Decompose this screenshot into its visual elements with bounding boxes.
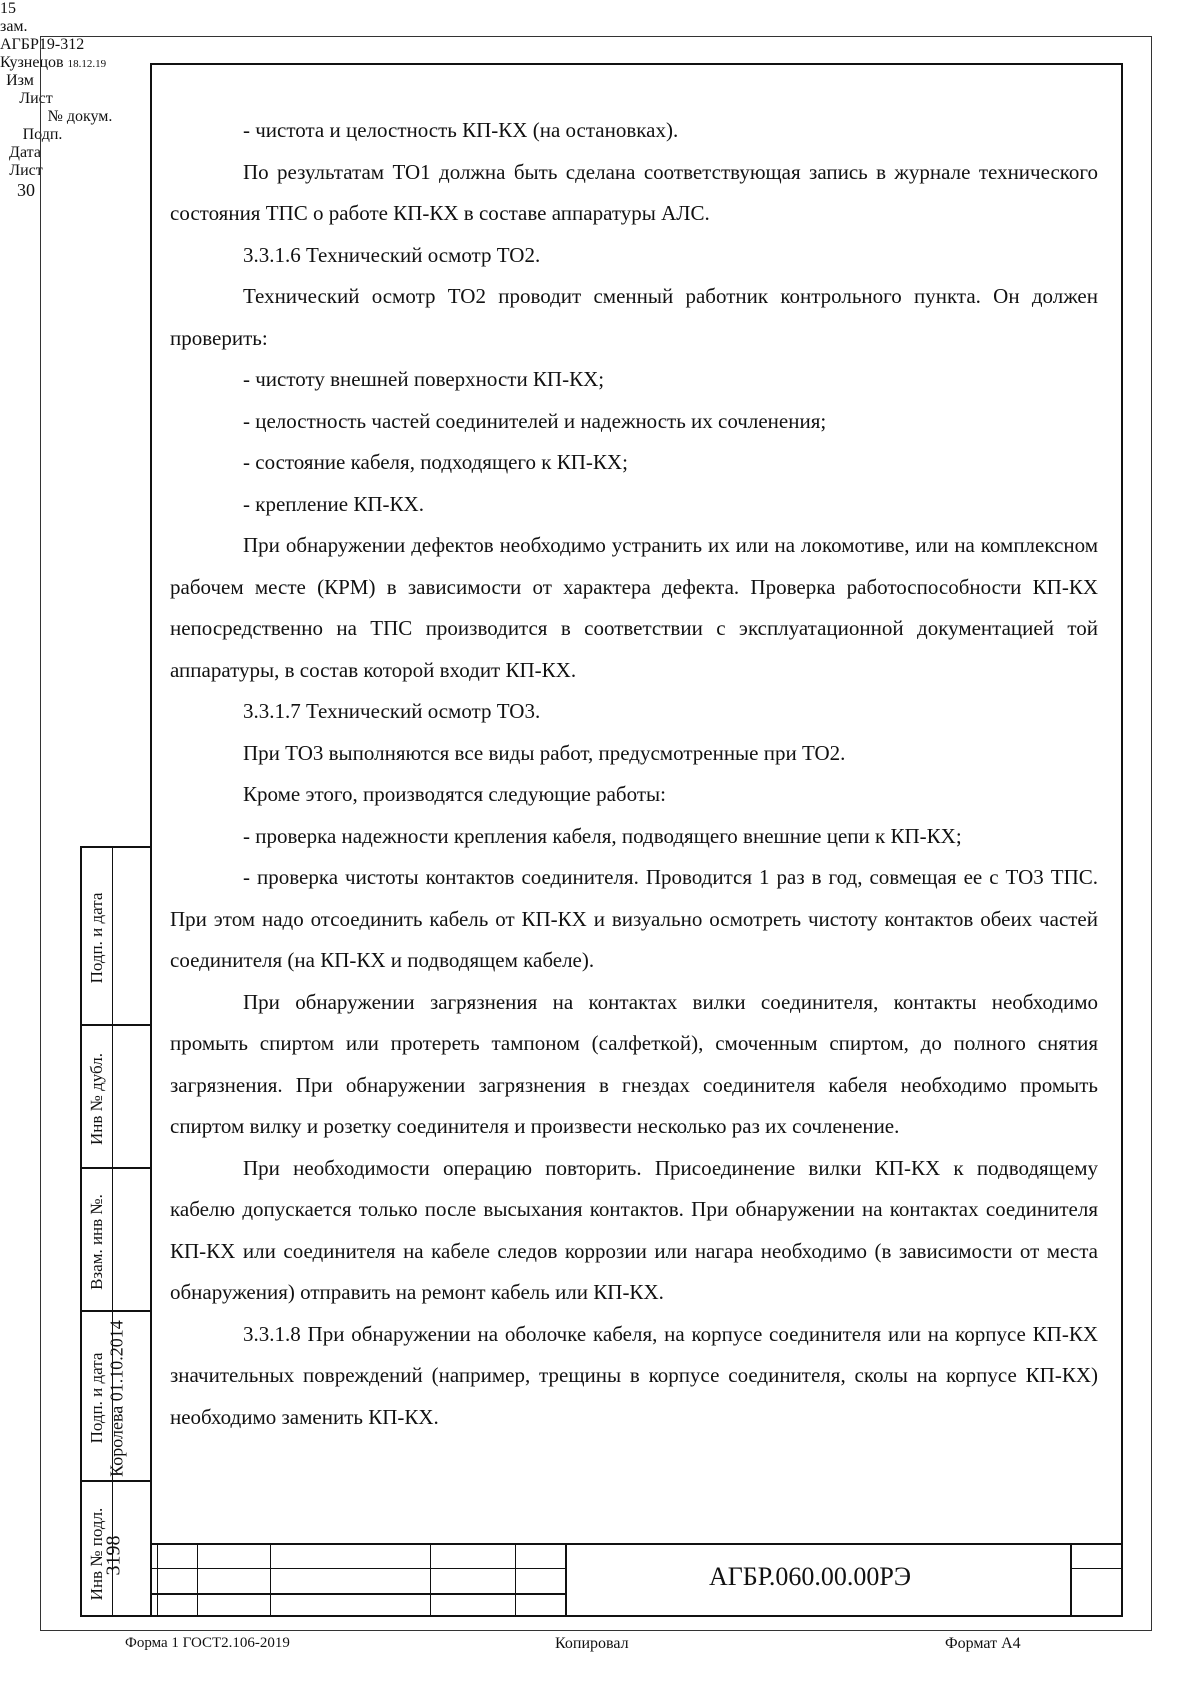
tb-v0 [157,1543,158,1617]
inv-number: 3198 [102,1535,125,1576]
tb-v1 [197,1543,198,1617]
change-doc-no: АГБР19-312 [0,36,85,53]
paragraph: - чистота и целостность КП-КХ (на остановках). [243,118,679,142]
paragraph: По результатам ТО1 должна быть сделана соответствующая запись в журнале технического состояния ТПС о работе КП-КХ в составе аппаратуры АЛС. [170,159,1098,225]
side-separator [112,848,113,1615]
footer-format: Формат А4 [945,1635,1021,1652]
tb-top-line [150,1543,1123,1545]
paragraph: - проверка чистоты контактов соединителя. Проводится 1 раз в год, совмещая ее с ТО3 ТПС. При этом надо отсоединить кабель от КП-КХ и визуально осмотреть чистоту контактов обеих частей соединителя (на КП-КХ и подводящем кабеле). [170,865,1098,972]
hdr-podp: Подп. [22,126,63,143]
side-label-podp-top: Подп. и дата [87,892,106,984]
footer-copied: Копировал [555,1635,629,1652]
tb-v4 [515,1543,516,1617]
signer-name: Кузнецов [0,54,64,71]
signature-korolyova: Королева 01.10.2014 [106,1320,127,1477]
paragraph: - проверка надежности крепления кабеля, подводящего внешние цепи к КП-КХ; [243,823,962,848]
hdr-list: Лист [19,90,53,107]
body-text [170,110,1098,1438]
paragraph: 3.3.1.6 Технический осмотр ТО2. [243,242,541,267]
hdr-izm: Изм [6,72,34,89]
paragraph: - крепление КП-КХ. [243,491,424,516]
sign-date: 18.12.19 [67,58,107,70]
side-label-inv-podl: Инв № подл. [87,1507,106,1601]
paragraph: - чистоту внешней поверхности КП-КХ; [243,367,605,391]
tb-v6 [1070,1543,1072,1617]
hdr-doc: № докум. [47,108,113,125]
paragraph: При обнаружении дефектов необходимо устранить их или на локомотиве, или на комплексном рабочем месте (КРМ) в зависимости от характера дефекта. Проверка работоспособности КП-КХ непосредственно на ТПС производится в соответствии с эксплуатационной документацией той аппаратуры, в состав которой входит КП-КХ. [170,533,1098,682]
hdr-date: Дата [9,144,41,161]
tb-line-2 [150,1593,565,1595]
paragraph: 3.3.1.7 Технический осмотр ТО3. [243,699,541,723]
paragraph: Технический осмотр ТО2 проводит сменный работник контрольного пункта. Он должен проверить: [170,284,1098,350]
paragraph: При необходимости операцию повторить. Присоединение вилки КП-КХ к подводящему кабелю допускается только после высыхания контактов. При обнаружении на контактах соединителя КП-КХ или соединителя на кабеле следов коррозии или нагара необходимо (в зависимости от места обнаружения) отправить на ремонт кабель или КП-КХ. [170,1155,1098,1304]
paragraph: 3.3.1.8 При обнаружении на оболочке кабеля, на корпусе соединителя или на корпусе КП-КХ значительных повреждений (например, трещины в корпусе соединителя, сколы на корпусе КП-КХ) необходимо заменить КП-КХ. [170,1321,1098,1429]
tb-v3 [430,1543,431,1617]
paragraph: При ТО3 выполняются все виды работ, предусмотренные при ТО2. [243,740,846,765]
paragraph: При обнаружении загрязнения на контактах вилки соединителя, контакты необходимо промыть спиртом или протереть тампоном (салфеткой), смоченным спиртом, до полного снятия загрязнения. При обнаружении загрязнения в гнездах соединителя кабеля необходимо промыть спиртом вилку и розетку соединителя и произвести несколько раз их сочленение. [170,989,1098,1138]
tb-line-1 [150,1568,565,1569]
change-no: 15 [0,0,16,17]
sheet-label: Лист [9,162,43,179]
paragraph: - целостность частей соединителей и надежность их сочленения; [243,408,827,433]
paragraph: Кроме этого, производятся следующие работы: [243,782,666,806]
change-type: зам. [0,18,28,35]
tb-v2 [270,1543,271,1617]
tb-sheet-line [1070,1568,1123,1569]
sheet-number: 30 [17,180,35,200]
side-label-vzam: Взам. инв №. [87,1194,106,1290]
doc-code: АГБР.060.00.00РЭ [708,1562,912,1591]
side-label-podp-bottom: Подп. и дата [87,1352,106,1444]
footer-form: Форма 1 ГОСТ2.106-2019 [125,1635,290,1651]
side-label-inv-dubl: Инв № дубл. [87,1053,106,1146]
paragraph: - состояние кабеля, подходящего к КП-КХ; [243,450,628,474]
side-stamp [80,846,150,1617]
